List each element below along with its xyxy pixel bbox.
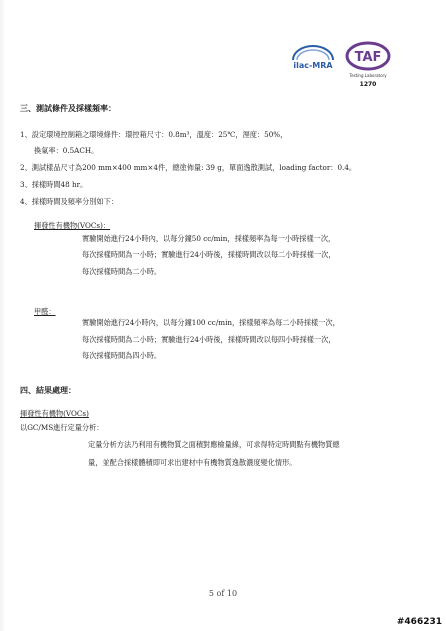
vocs-line: 每次採樣時間為一小時；實驗進行24小時後，採樣時間改以每二小時採樣一次， [82, 250, 336, 259]
vocs-label: 揮發性有機物(VOCs)： [34, 221, 111, 230]
section4-heading: 四、結果處理： [20, 385, 76, 395]
taf-logo [344, 40, 392, 92]
formaldehyde-line: 每次採樣時間為二小時；實驗進行24小時後，採樣時間改以每四小時採樣一次， [82, 335, 336, 344]
taf-text: TAF [354, 50, 382, 65]
vocs-line: 實驗開始進行24小時內，以每分鐘50 cc/min，採樣頻率為每一小時採樣一次， [82, 234, 336, 243]
document-stamp: #466231 [396, 617, 442, 627]
vocs-line: 每次採樣時間為二小時。 [82, 267, 162, 276]
formaldehyde-line: 每次採樣時間為四小時。 [82, 351, 162, 360]
formaldehyde-label: 甲醛： [34, 307, 56, 316]
section3-heading: 三、測試條件及採樣頻率： [20, 103, 116, 113]
section4-body-line: 定量分析方法乃利用有機物質之面積對應檢量線，可求得特定時間點有機物質總 [88, 440, 340, 449]
section3-item-2: 2、測試樣品尺寸為200 mm×400 mm×4件，總塗佈量: 39 g，單面逸散測試，loading factor：0.4。 [20, 163, 357, 172]
page-number: 5 of 10 [208, 589, 238, 598]
section3-item-1-cont: 換氣率：0.5ACH。 [34, 146, 99, 155]
formaldehyde-line: 實驗開始進行24小時內，以每分鐘100 cc/min，採樣頻率為每二小時採樣一次， [82, 318, 340, 327]
taf-number: 1270 [359, 81, 377, 88]
section3-item-3: 3、採樣時間48 hr。 [20, 180, 88, 189]
section4-vocs-label: 揮發性有機物(VOCs) [20, 409, 89, 418]
ilac-mra-logo [287, 44, 339, 80]
section3-item-1: 1、設定環境控制箱之環境條件：環控箱尺寸：0.8m³，溫度：25℃，溼度：50%， [20, 130, 288, 139]
section3-item-4: 4、採樣時間及頻率分別如下： [20, 197, 119, 206]
section4-body-line: 量，並配合採樣體積即可求出建材中有機物質逸散濃度變化情形。 [88, 458, 297, 467]
section4-method-line: 以GC/MS進行定量分析： [20, 423, 104, 432]
ilac-text: ilac-MRA [293, 61, 333, 70]
taf-caption: Testing Laboratory [349, 73, 387, 78]
